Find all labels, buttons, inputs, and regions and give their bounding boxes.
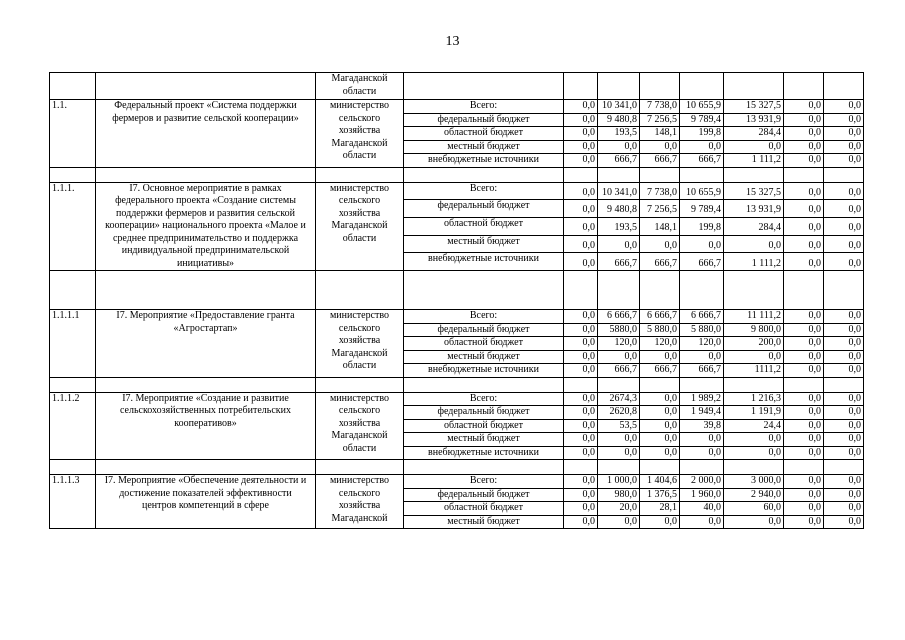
amount-cell: 0,0 (784, 154, 824, 168)
padding-cell (404, 377, 564, 392)
amount-cell: 193,5 (598, 217, 640, 235)
amount-cell: 9 800,0 (724, 323, 784, 337)
amount-cell: 0,0 (824, 419, 864, 433)
amount-cell: 0,0 (824, 182, 864, 200)
group-padding-row (50, 167, 864, 182)
amount-cell: 3 000,0 (724, 475, 784, 489)
funding-source: областной бюджет (404, 127, 564, 141)
amount-cell: 0,0 (824, 310, 864, 324)
amount-cell: 0,0 (598, 515, 640, 529)
top-value-cell (640, 73, 680, 100)
row-number: 1.1. (50, 100, 96, 168)
amount-cell: 0,0 (564, 253, 598, 271)
amount-cell: 1 989,2 (680, 392, 724, 406)
amount-cell: 666,7 (640, 154, 680, 168)
amount-cell: 7 738,0 (640, 182, 680, 200)
padding-cell (824, 167, 864, 182)
amount-cell: 0,0 (784, 140, 824, 154)
amount-cell: 0,0 (564, 488, 598, 502)
amount-cell: 2 000,0 (680, 475, 724, 489)
amount-cell: 0,0 (784, 310, 824, 324)
amount-cell: 0,0 (784, 433, 824, 447)
page-number: 13 (445, 34, 460, 49)
padding-cell (724, 271, 784, 310)
amount-cell: 2 940,0 (724, 488, 784, 502)
amount-cell: 5880,0 (598, 323, 640, 337)
funding-source: областной бюджет (404, 419, 564, 433)
amount-cell: 0,0 (824, 502, 864, 516)
amount-cell: 0,0 (724, 446, 784, 460)
amount-cell: 0,0 (564, 154, 598, 168)
amount-cell: 0,0 (784, 200, 824, 218)
padding-cell (564, 271, 598, 310)
amount-cell: 0,0 (784, 113, 824, 127)
amount-cell: 0,0 (598, 140, 640, 154)
amount-cell: 0,0 (824, 446, 864, 460)
funding-source: Всего: (404, 310, 564, 324)
amount-cell: 0,0 (564, 502, 598, 516)
funding-source: областной бюджет (404, 217, 564, 235)
amount-cell: 666,7 (640, 253, 680, 271)
amount-cell: 0,0 (598, 433, 640, 447)
funding-source: местный бюджет (404, 235, 564, 253)
funding-source: внебюджетные источники (404, 364, 564, 378)
padding-cell (680, 167, 724, 182)
padding-cell (640, 167, 680, 182)
amount-cell: 0,0 (564, 323, 598, 337)
amount-cell: 0,0 (824, 488, 864, 502)
amount-cell: 0,0 (784, 364, 824, 378)
amount-cell: 0,0 (680, 350, 724, 364)
funding-source: Всего: (404, 100, 564, 114)
top-value-cell (824, 73, 864, 100)
amount-cell: 666,7 (680, 253, 724, 271)
amount-cell: 0,0 (564, 350, 598, 364)
amount-cell: 200,0 (724, 337, 784, 351)
funding-source: федеральный бюджет (404, 406, 564, 420)
amount-cell: 9 789,4 (680, 113, 724, 127)
padding-cell (316, 460, 404, 475)
padding-cell (680, 460, 724, 475)
activity-name: I7. Мероприятие «Создание и развитие сельскохозяйственных потребительских кооперативов» (96, 392, 316, 460)
padding-cell (784, 271, 824, 310)
amount-cell: 53,5 (598, 419, 640, 433)
row-number: 1.1.1. (50, 182, 96, 271)
amount-cell: 0,0 (824, 154, 864, 168)
activity-name: Федеральный проект «Система поддержки фермеров и развитие сельской кооперации» (96, 100, 316, 168)
amount-cell: 0,0 (784, 217, 824, 235)
amount-cell: 0,0 (640, 515, 680, 529)
padding-cell (680, 271, 724, 310)
amount-cell: 0,0 (824, 406, 864, 420)
amount-cell: 120,0 (680, 337, 724, 351)
amount-cell: 0,0 (640, 419, 680, 433)
amount-cell: 0,0 (824, 323, 864, 337)
padding-cell (598, 271, 640, 310)
padding-cell (724, 377, 784, 392)
amount-cell: 0,0 (824, 200, 864, 218)
amount-cell: 0,0 (824, 350, 864, 364)
padding-cell (50, 271, 96, 310)
amount-cell: 0,0 (784, 100, 824, 114)
amount-cell: 120,0 (598, 337, 640, 351)
amount-cell: 0,0 (824, 515, 864, 529)
funding-source: внебюджетные источники (404, 154, 564, 168)
top-num-cell (50, 73, 96, 100)
amount-cell: 0,0 (824, 433, 864, 447)
amount-cell: 0,0 (680, 433, 724, 447)
amount-cell: 0,0 (564, 419, 598, 433)
amount-cell: 0,0 (824, 235, 864, 253)
amount-cell: 39,8 (680, 419, 724, 433)
amount-cell: 0,0 (640, 433, 680, 447)
amount-cell: 28,1 (640, 502, 680, 516)
funding-source: Всего: (404, 475, 564, 489)
amount-cell: 1 000,0 (598, 475, 640, 489)
padding-cell (824, 460, 864, 475)
top-value-cell (680, 73, 724, 100)
amount-cell: 1 949,4 (680, 406, 724, 420)
amount-cell: 24,4 (724, 419, 784, 433)
funding-source: местный бюджет (404, 515, 564, 529)
executor: министерство сельского хозяйства Магаданской области (316, 310, 404, 378)
amount-cell: 0,0 (640, 140, 680, 154)
amount-cell: 5 880,0 (680, 323, 724, 337)
padding-cell (316, 167, 404, 182)
top-value-cell (724, 73, 784, 100)
amount-cell: 199,8 (680, 127, 724, 141)
top-value-cell (564, 73, 598, 100)
amount-cell: 0,0 (824, 392, 864, 406)
amount-cell: 0,0 (724, 433, 784, 447)
amount-cell: 0,0 (564, 392, 598, 406)
padding-cell (598, 377, 640, 392)
top-name-cell (96, 73, 316, 100)
amount-cell: 9 480,8 (598, 113, 640, 127)
top-source-cell (404, 73, 564, 100)
top-value-cell (784, 73, 824, 100)
table-row (50, 475, 864, 489)
funding-source: внебюджетные источники (404, 253, 564, 271)
amount-cell: 0,0 (724, 515, 784, 529)
amount-cell: 5 880,0 (640, 323, 680, 337)
amount-cell: 0,0 (784, 446, 824, 460)
padding-cell (640, 377, 680, 392)
amount-cell: 666,7 (680, 154, 724, 168)
padding-cell (598, 460, 640, 475)
table-row (50, 100, 864, 114)
padding-cell (316, 377, 404, 392)
amount-cell: 13 931,9 (724, 113, 784, 127)
amount-cell: 0,0 (564, 364, 598, 378)
padding-cell (404, 271, 564, 310)
amount-cell: 0,0 (784, 502, 824, 516)
amount-cell: 6 666,7 (640, 310, 680, 324)
amount-cell: 284,4 (724, 127, 784, 141)
amount-cell: 0,0 (784, 419, 824, 433)
funding-source: Всего: (404, 392, 564, 406)
amount-cell: 0,0 (784, 350, 824, 364)
amount-cell: 7 256,5 (640, 113, 680, 127)
amount-cell: 0,0 (564, 310, 598, 324)
funding-source: внебюджетные источники (404, 446, 564, 460)
padding-cell (316, 271, 404, 310)
amount-cell: 0,0 (564, 406, 598, 420)
amount-cell: 0,0 (564, 200, 598, 218)
amount-cell: 0,0 (564, 113, 598, 127)
amount-cell: 1 111,2 (724, 253, 784, 271)
funding-source: федеральный бюджет (404, 323, 564, 337)
amount-cell: 1 191,9 (724, 406, 784, 420)
amount-cell: 666,7 (598, 364, 640, 378)
amount-cell: 0,0 (564, 100, 598, 114)
amount-cell: 0,0 (784, 337, 824, 351)
amount-cell: 40,0 (680, 502, 724, 516)
padding-cell (680, 377, 724, 392)
amount-cell: 0,0 (724, 235, 784, 253)
table-row (50, 182, 864, 200)
executor: министерство сельского хозяйства Магаданской области (316, 100, 404, 168)
padding-cell (96, 460, 316, 475)
funding-source: местный бюджет (404, 433, 564, 447)
amount-cell: 0,0 (598, 235, 640, 253)
row-number: 1.1.1.3 (50, 475, 96, 529)
amount-cell: 0,0 (824, 217, 864, 235)
amount-cell: 0,0 (784, 515, 824, 529)
amount-cell: 0,0 (598, 446, 640, 460)
amount-cell: 0,0 (640, 392, 680, 406)
amount-cell: 0,0 (824, 253, 864, 271)
amount-cell: 0,0 (680, 515, 724, 529)
amount-cell: 284,4 (724, 217, 784, 235)
amount-cell: 10 341,0 (598, 100, 640, 114)
padding-cell (824, 271, 864, 310)
amount-cell: 9 480,8 (598, 200, 640, 218)
funding-source: федеральный бюджет (404, 200, 564, 218)
padding-cell (50, 460, 96, 475)
budget-table (49, 72, 864, 529)
amount-cell: 0,0 (564, 433, 598, 447)
group-padding-row (50, 271, 864, 310)
top-executor-cell: Магаданской области (316, 73, 404, 100)
amount-cell: 0,0 (784, 253, 824, 271)
top-value-cell (598, 73, 640, 100)
amount-cell: 0,0 (824, 475, 864, 489)
amount-cell: 0,0 (564, 337, 598, 351)
amount-cell: 60,0 (724, 502, 784, 516)
amount-cell: 120,0 (640, 337, 680, 351)
amount-cell: 0,0 (680, 446, 724, 460)
amount-cell: 199,8 (680, 217, 724, 235)
amount-cell: 1 111,2 (724, 154, 784, 168)
funding-source: местный бюджет (404, 350, 564, 364)
funding-source: областной бюджет (404, 337, 564, 351)
amount-cell: 0,0 (564, 127, 598, 141)
amount-cell: 0,0 (784, 406, 824, 420)
amount-cell: 0,0 (564, 217, 598, 235)
activity-name: I7. Мероприятие «Предоставление гранта «Агростартап» (96, 310, 316, 378)
amount-cell: 6 666,7 (680, 310, 724, 324)
amount-cell: 0,0 (784, 182, 824, 200)
amount-cell: 1 404,6 (640, 475, 680, 489)
amount-cell: 1 960,0 (680, 488, 724, 502)
amount-cell: 7 738,0 (640, 100, 680, 114)
amount-cell: 0,0 (564, 515, 598, 529)
amount-cell: 1111,2 (724, 364, 784, 378)
amount-cell: 0,0 (564, 446, 598, 460)
amount-cell: 0,0 (824, 140, 864, 154)
activity-name: I7. Основное мероприятие в рамках федерального проекта «Создание системы поддержки фермеров и развития сельской кооперации» национального проекта «Малое и среднее предпринимательство и поддержка индивидуальной предпринимательской инициативы» (96, 182, 316, 271)
padding-cell (784, 460, 824, 475)
amount-cell: 666,7 (598, 253, 640, 271)
table-row (50, 392, 864, 406)
amount-cell: 10 341,0 (598, 182, 640, 200)
amount-cell: 0,0 (680, 140, 724, 154)
amount-cell: 666,7 (680, 364, 724, 378)
amount-cell: 148,1 (640, 127, 680, 141)
amount-cell: 0,0 (784, 235, 824, 253)
amount-cell: 666,7 (640, 364, 680, 378)
padding-cell (50, 377, 96, 392)
padding-cell (598, 167, 640, 182)
group-padding-row (50, 460, 864, 475)
amount-cell: 0,0 (724, 350, 784, 364)
amount-cell: 0,0 (824, 100, 864, 114)
funding-source: федеральный бюджет (404, 113, 564, 127)
amount-cell: 15 327,5 (724, 182, 784, 200)
padding-cell (784, 167, 824, 182)
amount-cell: 0,0 (784, 392, 824, 406)
amount-cell: 9 789,4 (680, 200, 724, 218)
amount-cell: 0,0 (784, 323, 824, 337)
amount-cell: 980,0 (598, 488, 640, 502)
funding-source: местный бюджет (404, 140, 564, 154)
amount-cell: 0,0 (784, 475, 824, 489)
amount-cell: 15 327,5 (724, 100, 784, 114)
padding-cell (640, 460, 680, 475)
amount-cell: 0,0 (824, 113, 864, 127)
amount-cell: 2674,3 (598, 392, 640, 406)
group-padding-row (50, 377, 864, 392)
funding-source: Всего: (404, 182, 564, 200)
funding-source: федеральный бюджет (404, 488, 564, 502)
padding-cell (564, 460, 598, 475)
top-row (50, 73, 864, 100)
executor: министерство сельского хозяйства Магаданской области (316, 182, 404, 271)
amount-cell: 0,0 (564, 475, 598, 489)
padding-cell (640, 271, 680, 310)
padding-cell (50, 167, 96, 182)
padding-cell (404, 167, 564, 182)
amount-cell: 0,0 (784, 488, 824, 502)
amount-cell: 0,0 (640, 446, 680, 460)
padding-cell (96, 167, 316, 182)
funding-source: областной бюджет (404, 502, 564, 516)
padding-cell (724, 460, 784, 475)
padding-cell (96, 271, 316, 310)
padding-cell (404, 460, 564, 475)
padding-cell (784, 377, 824, 392)
amount-cell: 0,0 (598, 350, 640, 364)
padding-cell (824, 377, 864, 392)
amount-cell: 7 256,5 (640, 200, 680, 218)
amount-cell: 0,0 (564, 182, 598, 200)
amount-cell: 0,0 (724, 140, 784, 154)
row-number: 1.1.1.2 (50, 392, 96, 460)
amount-cell: 0,0 (824, 337, 864, 351)
activity-name: I7. Мероприятие «Обеспечение деятельности и достижение показателей эффективности центров компетенций в сфере (96, 475, 316, 529)
amount-cell: 2620,8 (598, 406, 640, 420)
amount-cell: 6 666,7 (598, 310, 640, 324)
amount-cell: 0,0 (784, 127, 824, 141)
amount-cell: 666,7 (598, 154, 640, 168)
padding-cell (96, 377, 316, 392)
amount-cell: 0,0 (824, 127, 864, 141)
amount-cell: 0,0 (564, 140, 598, 154)
amount-cell: 0,0 (640, 235, 680, 253)
executor: министерство сельского хозяйства Магаданской области (316, 392, 404, 460)
amount-cell: 0,0 (564, 235, 598, 253)
padding-cell (564, 167, 598, 182)
row-number: 1.1.1.1 (50, 310, 96, 378)
amount-cell: 0,0 (640, 350, 680, 364)
amount-cell: 148,1 (640, 217, 680, 235)
amount-cell: 11 111,2 (724, 310, 784, 324)
amount-cell: 13 931,9 (724, 200, 784, 218)
amount-cell: 0,0 (640, 406, 680, 420)
executor: министерство сельского хозяйства Магаданской (316, 475, 404, 529)
padding-cell (564, 377, 598, 392)
amount-cell: 1 216,3 (724, 392, 784, 406)
table-row (50, 310, 864, 324)
amount-cell: 20,0 (598, 502, 640, 516)
amount-cell: 10 655,9 (680, 182, 724, 200)
amount-cell: 10 655,9 (680, 100, 724, 114)
padding-cell (724, 167, 784, 182)
amount-cell: 0,0 (680, 235, 724, 253)
amount-cell: 0,0 (824, 364, 864, 378)
amount-cell: 193,5 (598, 127, 640, 141)
amount-cell: 1 376,5 (640, 488, 680, 502)
